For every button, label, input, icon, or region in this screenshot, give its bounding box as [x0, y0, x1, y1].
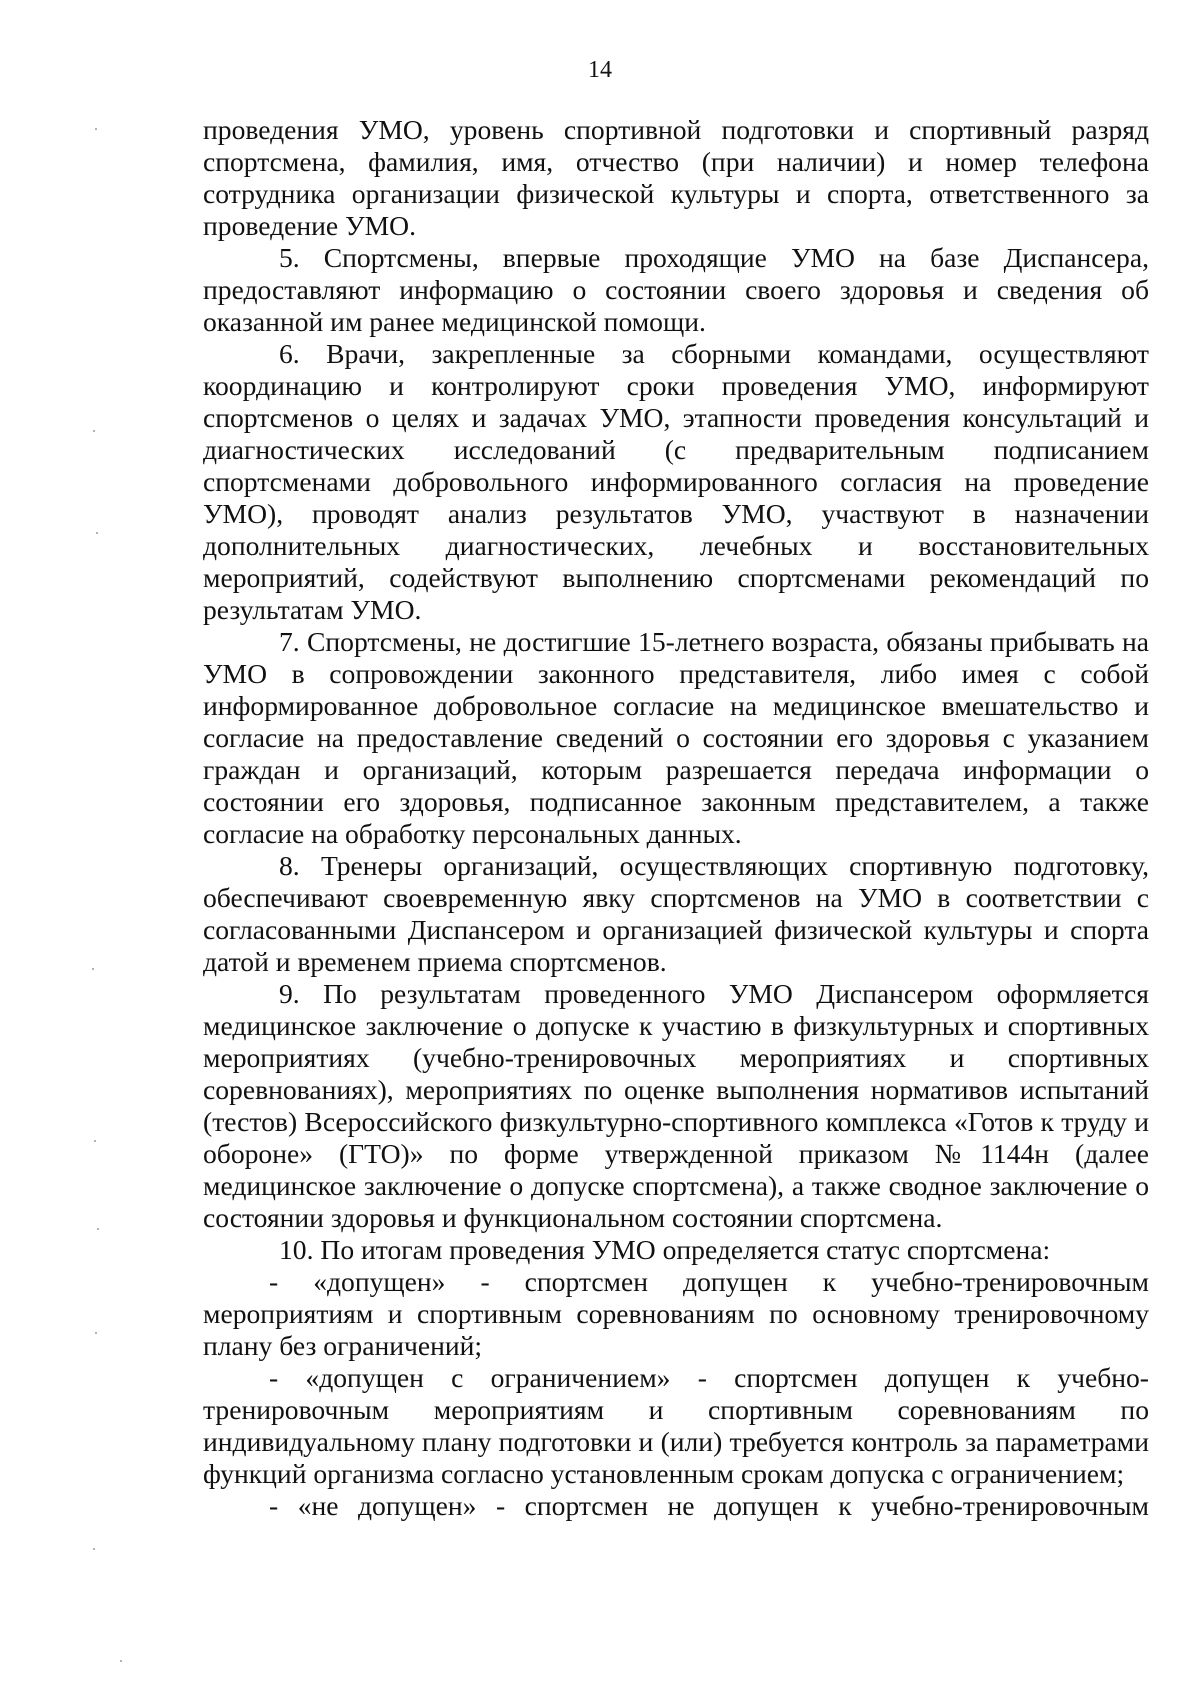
scan-speck [93, 1548, 95, 1550]
scan-speck [95, 128, 97, 130]
scan-speck [97, 1228, 99, 1230]
paragraph-continuation: проведения УМО, уровень спортивной подготовки и спортивный разряд спортсмена, фамилия, имя, отчество (при наличии) и номер телефона сотрудника организации физической культуры и спорта, ответственного за проведение УМО. [203, 114, 1149, 241]
paragraph-item-5: 5. Спортсмены, впервые проходящие УМО на базе Диспансера, предоставляют информацию о состоянии своего здоровья и сведения об оказанной им ранее медицинской помощи. [203, 242, 1149, 337]
paragraph-item-10: 10. По итогам проведения УМО определяется статус спортсмена: [279, 1234, 1051, 1265]
paragraph-item-6: 6. Врачи, закрепленные за сборными командами, осуществляют координацию и контролируют сроки проведения УМО, информируют спортсменов о целях и задачах УМО, этапности проведения консультаций и диагностических исследований (с предварительным подписанием спортсменами добровольного информированного согласия на проведение УМО), проводят анализ результатов УМО, участвуют в назначении дополнительных диагностических, лечебных и восстановительных мероприятий, содействуют выполнению спортсменами рекомендаций по результатам УМО. [203, 338, 1149, 625]
status-item-admitted: - «допущен» - спортсмен допущен к учебно-тренировочным мероприятиям и спортивным соревнованиям по основному тренировочному плану без ограничений; [203, 1266, 1149, 1361]
scan-speck [96, 532, 98, 534]
document-body [203, 114, 1149, 1522]
paragraph-item-8: 8. Тренеры организаций, осуществляющих спортивную подготовку, обеспечивают своевременную явку спортсменов на УМО в соответствии с согласованными Диспансером и организацией физической культуры и спорта датой и временем приема спортсменов. [203, 850, 1149, 977]
scan-speck [94, 1140, 96, 1142]
status-item-admitted-with-restriction: - «допущен с ограничением» - спортсмен допущен к учебно-тренировочным мероприятиям и спортивным соревнованиям по индивидуальному плану подготовки и (или) требуется контроль за параметрами функций организма согласно установленным срокам допуска с ограничением; [203, 1362, 1149, 1489]
paragraph-item-7: 7. Спортсмены, не достигшие 15-летнего возраста, обязаны прибывать на УМО в сопровождении законного представителя, либо имея с собой информированное добровольное согласие на медицинское вмешательство и согласие на предоставление сведений о состоянии его здоровья с указанием граждан и организаций, которым разрешается передача информации о состоянии его здоровья, подписанное законным представителем, а также согласие на обработку персональных данных. [203, 626, 1149, 849]
scan-speck [95, 1332, 97, 1334]
page-number: 14 [588, 57, 612, 83]
status-item-not-admitted: - «не допущен» - спортсмен не допущен к учебно-тренировочным [269, 1490, 1149, 1521]
scan-speck [120, 1660, 122, 1662]
paragraph-item-9: 9. По результатам проведенного УМО Диспансером оформляется медицинское заключение о допуске к участию в физкультурных и спортивных мероприятиях (учебно-тренировочных мероприятиях и спортивных соревнованиях), мероприятиях по оценке выполнения нормативов испытаний (тестов) Всероссийского физкультурно-спортивного комплекса «Готов к труду и обороне» (ГТО)» по форме утвержденной приказом №1144н (далее медицинское заключение о допуске спортсмена), а также сводное заключение о состоянии здоровья и функциональном состоянии спортсмена. [203, 978, 1149, 1233]
scan-speck [92, 968, 94, 970]
scan-speck [93, 430, 95, 432]
